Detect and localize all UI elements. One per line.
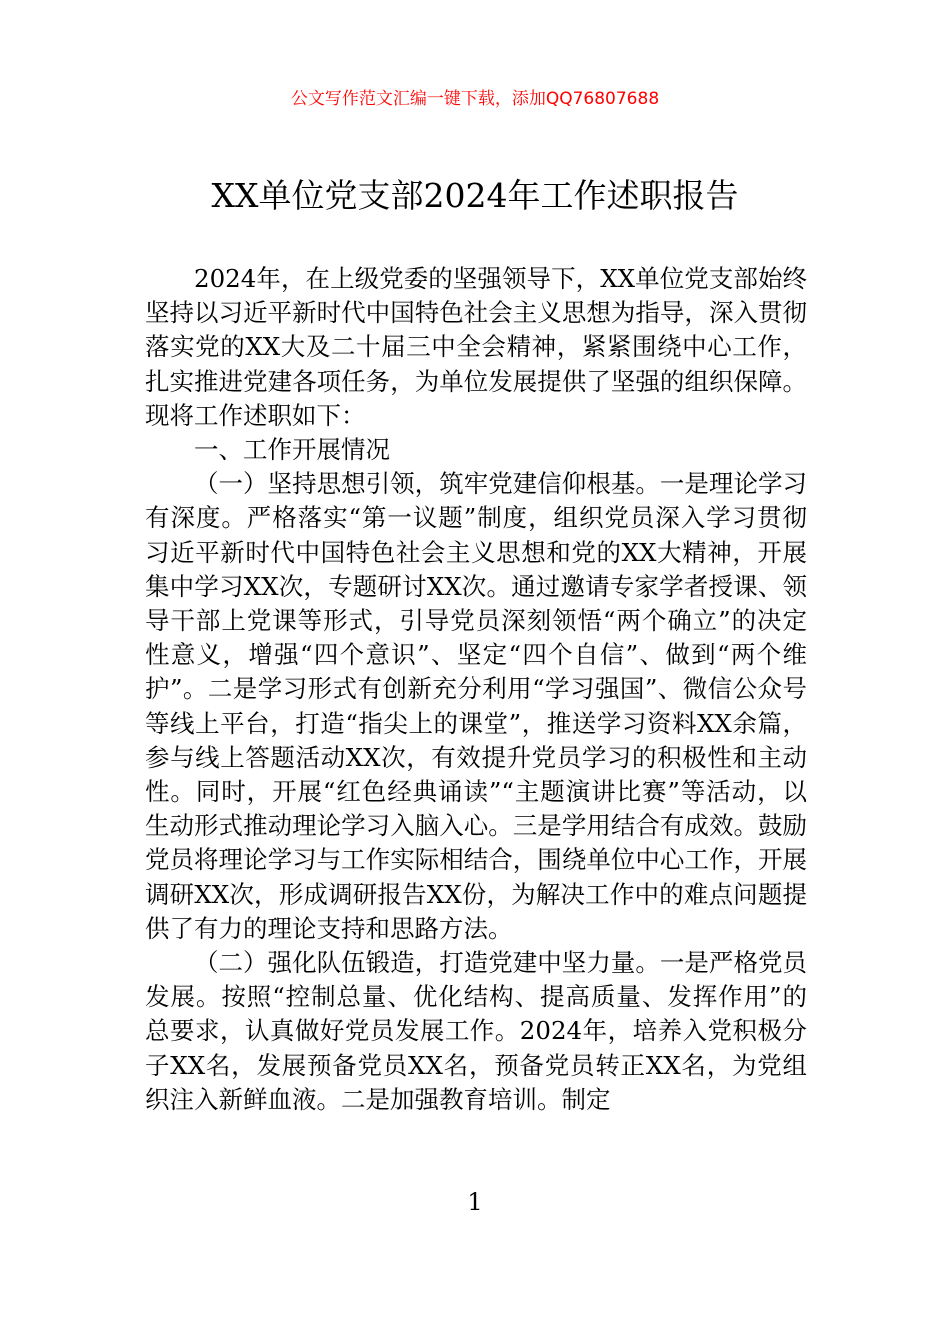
header-note: 公文写作范文汇编一键下载，添加QQ76807688 [290,89,660,109]
document-body [145,262,807,1117]
page-number: 1 [467,1188,483,1216]
paragraph-section-1: （一）坚持思想引领，筑牢党建信仰根基。一是理论学习有深度。严格落实“第一议题”制度，组织党员深入学习贯彻习近平新时代中国特色社会主义思想和党的XX大精神，开展集中学习XX次，专题研讨XX次。通过邀请专家学者授课、领导干部上党课等形式，引导党员深刻领悟“两个确立”的决定性意义，增强“四个意识”、坚定“四个自信”、做到“两个维护”。二是学习形式有创新充分利用“学习强国”、微信公众号等线上平台，打造“指尖上的课堂”，推送学习资料XX余篇，参与线上答题活动XX次，有效提升党员学习的积极性和主动性。同时，开展“红色经典诵读”“主题演讲比赛”等活动，以生动形式推动理论学习入脑入心。三是学用结合有成效。鼓励党员将理论学习与工作实际相结合，围绕单位中心工作，开展调研XX次，形成调研报告XX份，为解决工作中的难点问题提供了有力的理论支持和思路方法。 [145,469,807,943]
paragraph-section-2: （二）强化队伍锻造，打造党建中坚力量。一是严格党员发展。按照“控制总量、优化结构、提高质量、发挥作用”的总要求，认真做好党员发展工作。2024年，培养入党积极分子XX名，发展预备党员XX名，预备党员转正XX名，为党组织注入新鲜血液。二是加强教育培训。制定 [145,948,807,1114]
paragraph-intro: 2024年，在上级党委的坚强领导下，XX单位党支部始终坚持以习近平新时代中国特色社会主义思想为指导，深入贯彻落实党的XX大及二十届三中全会精神，紧紧围绕中心工作，扎实推进党建各项任务，为单位发展提供了坚强的组织保障。现将工作述职如下： [145,264,807,430]
section-heading: 一、工作开展情况 [194,435,390,465]
document-title: XX单位党支部2024年工作述职报告 [211,176,739,215]
